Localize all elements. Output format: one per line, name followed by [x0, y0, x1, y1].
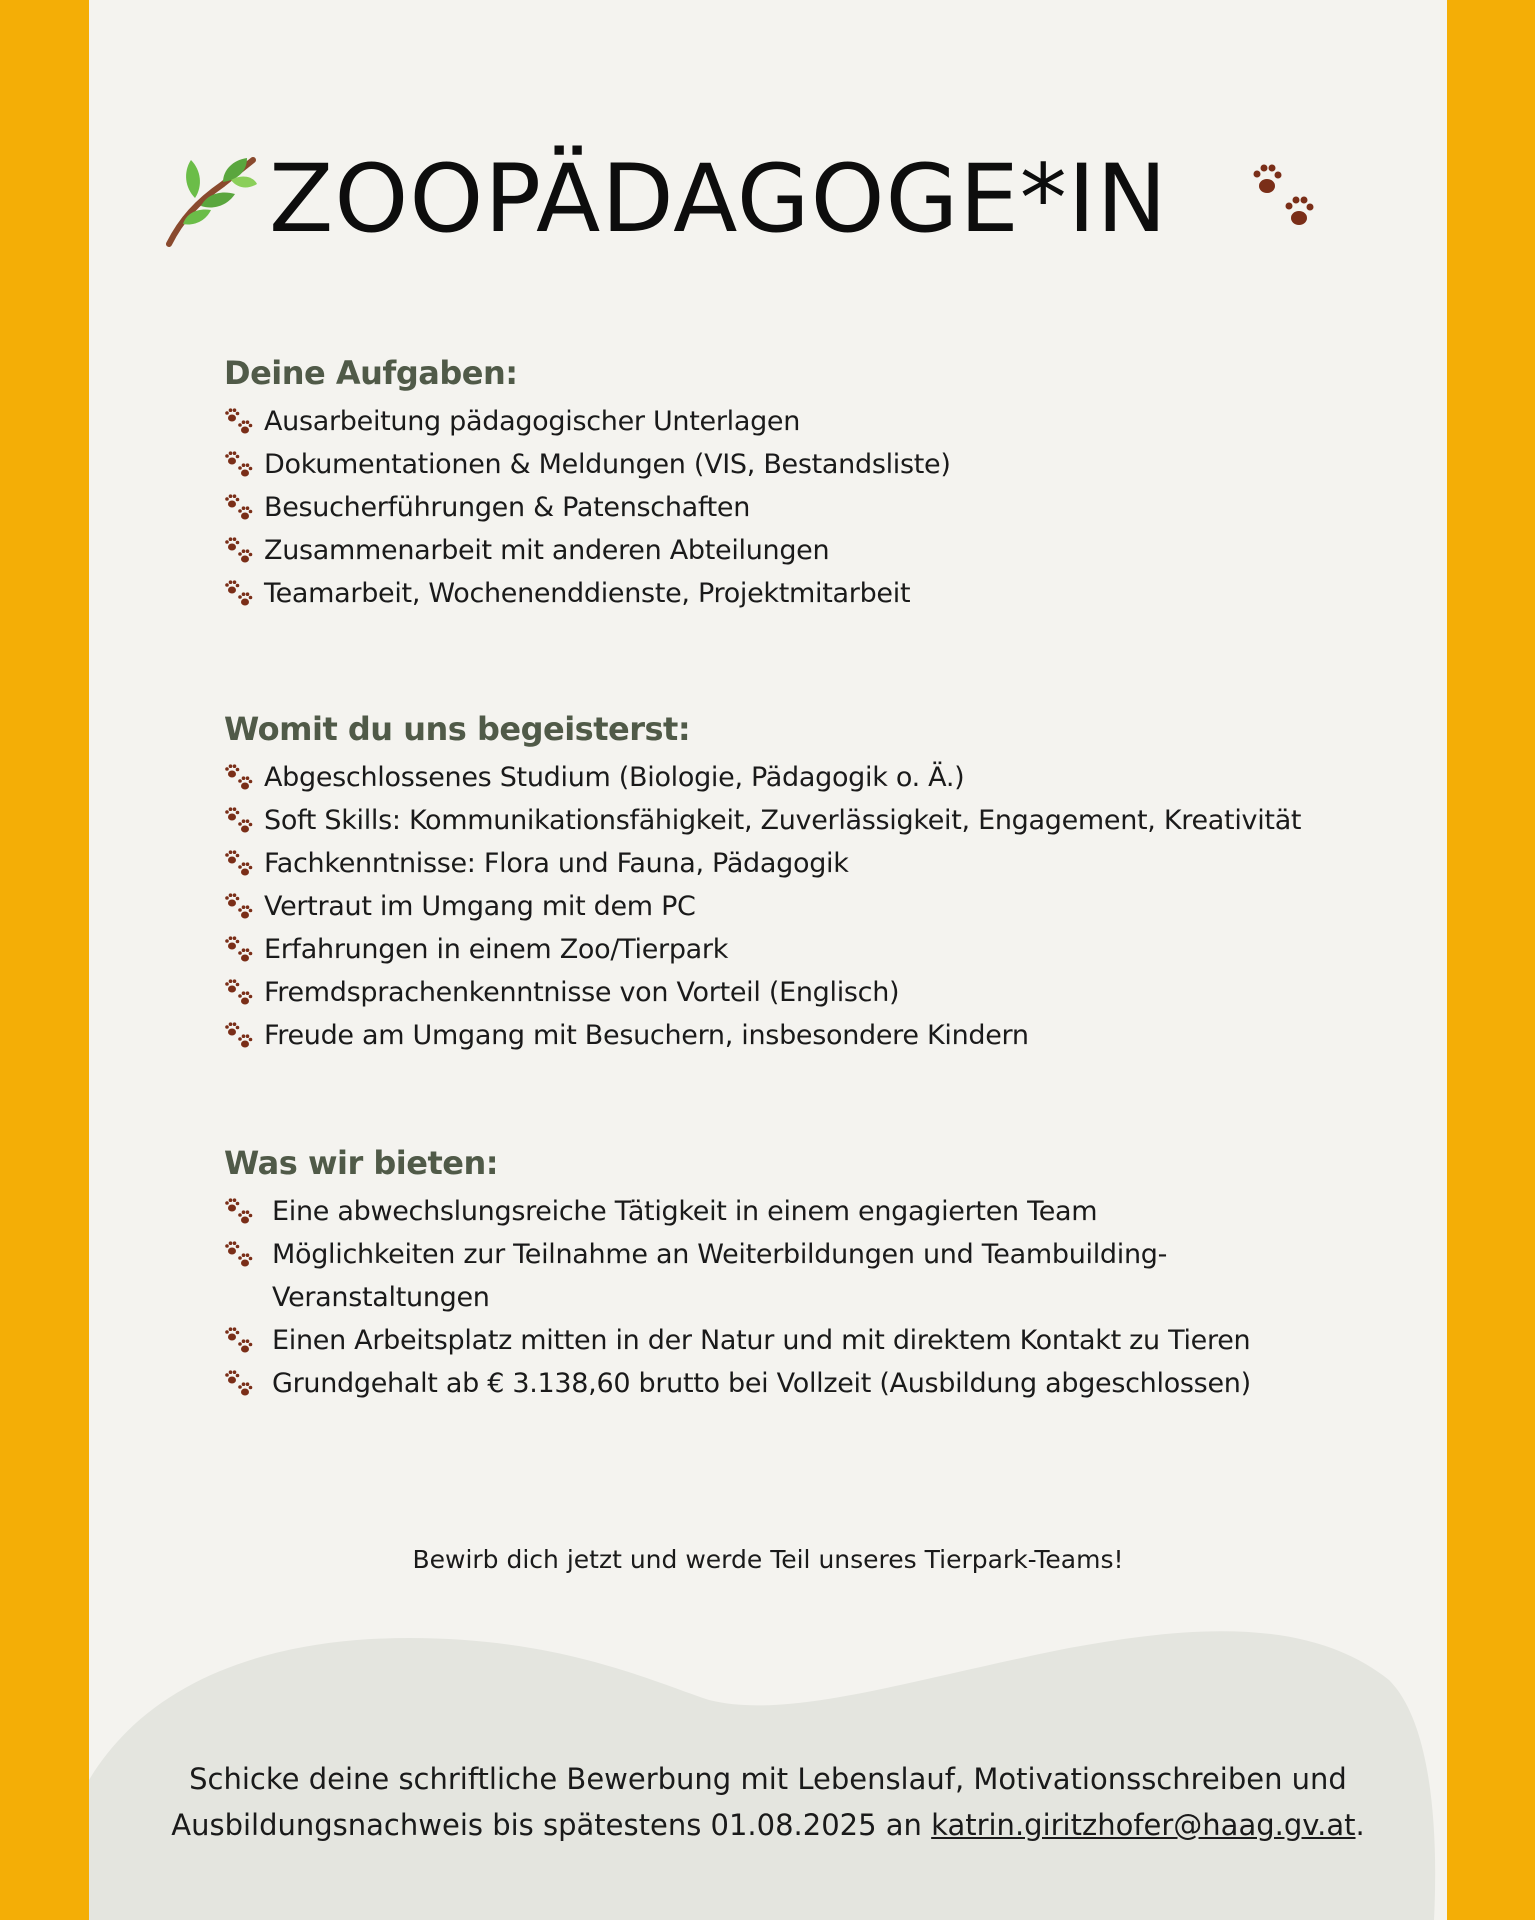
paw-prints-icon: [224, 764, 254, 792]
list-item-text: Einen Arbeitsplatz mitten in der Natur und mit direktem Kontakt zu Tieren: [272, 1325, 1251, 1356]
paw-prints-icon: [224, 408, 254, 436]
list-item: [224, 885, 1374, 928]
paw-prints-icon: [224, 850, 254, 878]
list-item-text: Soft Skills: Kommunikationsfähigkeit, Zuverlässigkeit, Engagement, Kreativität: [264, 805, 1302, 836]
title-row: [89, 140, 1447, 260]
list-item: [224, 1190, 1374, 1233]
job-poster: [89, 0, 1447, 1920]
section-heading: Was wir bieten:: [224, 1144, 499, 1182]
email-link[interactable]: katrin.giritzhofer@haag.gv.at: [931, 1808, 1356, 1842]
list-item: [224, 529, 1374, 572]
list-item: [224, 756, 1374, 799]
list-item: [224, 928, 1374, 971]
bullet-list: [224, 756, 1374, 1057]
list-item-text: Fremdsprachenkenntnisse von Vorteil (Englisch): [264, 977, 900, 1008]
section-heading: Deine Aufgaben:: [224, 354, 518, 392]
page-title: ZOOPÄDAGOGE*IN: [269, 145, 1168, 254]
list-item: [224, 799, 1374, 842]
list-item: [224, 1233, 1374, 1319]
list-item-text: Eine abwechslungsreiche Tätigkeit in einem engagierten Team: [272, 1196, 1098, 1227]
list-item-text: Erfahrungen in einem Zoo/Tierpark: [264, 934, 729, 965]
section-tasks: [224, 352, 1374, 615]
application-end: .: [1355, 1808, 1365, 1842]
paw-prints-icon: [224, 1022, 254, 1050]
paw-prints-icon: [224, 936, 254, 964]
application-text: Ausbildungsnachweis bis spätestens 01.08.2025 an: [171, 1808, 922, 1842]
list-item-text: Vertraut im Umgang mit dem PC: [264, 891, 696, 922]
section-requirements: [224, 708, 1374, 1057]
list-item-text: Grundgehalt ab € 3.138,60 brutto bei Vollzeit (Ausbildung abgeschlossen): [272, 1368, 1251, 1399]
list-item: [224, 842, 1374, 885]
list-item-text: Freude am Umgang mit Besuchern, insbesondere Kindern: [264, 1020, 1029, 1051]
application-text-line1: Schicke deine schriftliche Bewerbung mit Lebenslauf, Motivationsschreiben und: [189, 1762, 1347, 1796]
paw-prints-icon: [224, 1327, 254, 1355]
call-to-action: Bewirb dich jetzt und werde Teil unseres Tierpark-Teams!: [412, 1545, 1124, 1574]
paw-prints-icon: [224, 1370, 254, 1398]
bullet-list: [224, 1190, 1374, 1405]
section-offers: [224, 1142, 1374, 1405]
paw-prints-icon: [224, 537, 254, 565]
list-item: [224, 486, 1374, 529]
paw-prints-icon: [224, 893, 254, 921]
paw-prints-icon: [224, 807, 254, 835]
paw-prints-icon: [224, 451, 254, 479]
list-item: [224, 1362, 1374, 1405]
list-item-text: Abgeschlossenes Studium (Biologie, Pädagogik o. Ä.): [264, 762, 965, 793]
list-item-text: Fachkenntnisse: Flora und Fauna, Pädagogik: [264, 848, 849, 879]
list-item-text: Ausarbeitung pädagogischer Unterlagen: [264, 406, 801, 437]
leaf-branch-icon: [161, 148, 257, 248]
paw-prints-icon: [224, 580, 254, 608]
paw-prints-icon: [224, 1198, 254, 1226]
list-item-text: Besucherführungen & Patenschaften: [264, 492, 751, 523]
list-item-text: Dokumentationen & Meldungen (VIS, Bestandsliste): [264, 449, 951, 480]
paw-prints-icon: [1249, 162, 1321, 234]
section-heading: Womit du uns begeisterst:: [224, 710, 691, 748]
list-item-text: Zusammenarbeit mit anderen Abteilungen: [264, 535, 830, 566]
application-text-line2: [149, 1802, 1387, 1848]
list-item: [224, 1014, 1374, 1057]
list-item: [224, 443, 1374, 486]
list-item: [224, 572, 1374, 615]
list-item: [224, 971, 1374, 1014]
paw-prints-icon: [224, 1241, 254, 1269]
list-item-text: Teamarbeit, Wochenenddienste, Projektmitarbeit: [264, 578, 911, 609]
bullet-list: [224, 400, 1374, 615]
paw-prints-icon: [224, 494, 254, 522]
list-item-text: Möglichkeiten zur Teilnahme an Weiterbildungen und Teambuilding-Veranstaltungen: [272, 1239, 1168, 1313]
list-item: [224, 1319, 1374, 1362]
application-info: [149, 1756, 1387, 1848]
list-item: [224, 400, 1374, 443]
paw-prints-icon: [224, 979, 254, 1007]
